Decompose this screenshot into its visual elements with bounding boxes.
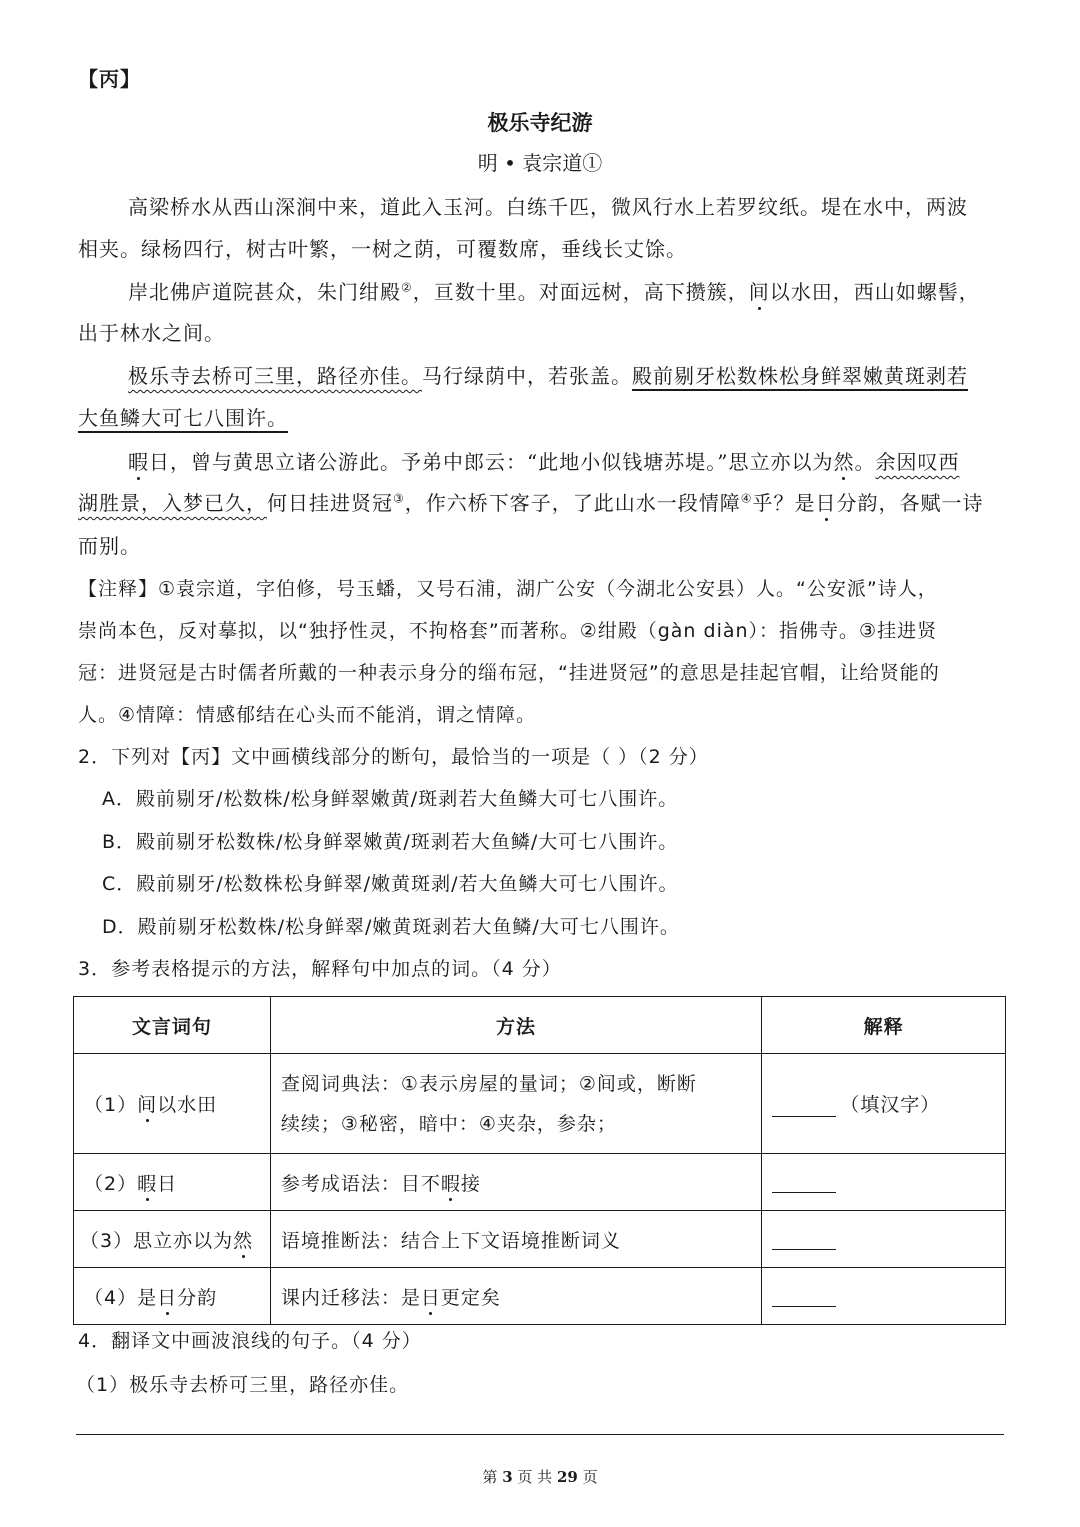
answer-blank[interactable] [772,1174,836,1193]
text-run: ，亘数十里。对面远树，高下攒簇， [412,280,749,304]
text-run: 以水田 [157,1094,218,1116]
q3-stem: 3．参考表格提示的方法，解释句中加点的词。（4 分） [78,958,562,980]
dotted-word: 日 [815,491,837,515]
row2-phrase [74,1154,271,1211]
notes-line4: 人。④情障：情感郁结在心头而不能消，谓之情障。 [78,704,537,726]
passage-p4-line1 [128,447,959,477]
text-run: （3）思立亦以为 [80,1229,234,1252]
text-run: 。 [854,450,876,474]
row4-method [270,1268,761,1325]
table-row [74,1211,1006,1268]
footer-page-number: 3 [502,1468,513,1486]
text-run: 以水田，西山如螺髻， [769,280,980,304]
text-run: 岸北佛庐道院甚众，朱门绀殿 [128,280,401,304]
table-header-row [74,997,1006,1054]
q2-option-a: A．殿前剔牙/松数株/松身鲜翠嫩黄/斑剥若大鱼鳞大可七八围许。 [102,788,679,810]
answer-blank[interactable] [772,1098,836,1117]
header-phrase: 文言词句 [74,997,271,1054]
wavy-sentence: 余因叹西 [875,450,960,474]
dotted-word: 日 [420,1286,441,1309]
row1-phrase [74,1054,271,1154]
row4-answer[interactable] [762,1268,1006,1325]
answer-line[interactable] [76,1434,1004,1435]
passage-p2-line1 [128,277,980,307]
dotted-word: 然 [833,450,855,474]
dotted-word: 暇 [440,1172,461,1195]
text-run: 课内迁移法：是 [280,1286,421,1309]
note-marker: ② [401,280,413,295]
text-run: ，作六桥下客子，了此山水一段情障 [404,491,741,515]
footer-total-pages: 29 [556,1468,578,1486]
author-note-marker: ① [582,151,603,175]
text-run: 分韵 [177,1286,218,1309]
row3-answer[interactable] [762,1211,1006,1268]
passage-p2-line2: 出于林水之间。 [78,321,225,345]
q2-option-c: C．殿前剔牙/松数株松身鲜翠/嫩黄斑剥/若大鱼鳞大可七八围许。 [102,873,679,895]
text-run: 日，曾与黄思立诸公游此。予弟中郎云：“此地小似钱塘苏堤。”思立亦以为 [149,450,834,474]
table-row [74,1268,1006,1325]
answer-blank[interactable] [772,1231,836,1250]
footer-text: 页 共 [512,1468,557,1486]
text-run: 乎？是 [752,491,816,515]
wavy-sentence: 极乐寺去桥可三里，路径亦佳。 [128,364,422,388]
q3-table [73,996,1006,1325]
text-run: 接 [460,1172,481,1195]
text-run: （2） [84,1172,138,1195]
text-run: 更定矣 [440,1286,501,1309]
notes-line1: 【注释】①袁宗道，字伯修，号玉蟠，又号石浦，湖广公安（今湖北公安县）人。“公安派”诗人， [78,578,938,600]
notes-line2: 崇尚本色，反对摹拟，以“独抒性灵，不拘格套”而著称。②绀殿（gàn diàn）：指佛寺。③挂进贤 [78,620,938,642]
row2-method [270,1154,761,1211]
page-footer [0,1466,1080,1487]
underlined-sentence-cont: 大鱼鳞大可七八围许。 [78,406,288,430]
section-label: 【丙】 [78,67,141,91]
dotted-word: 日 [157,1286,178,1309]
header-method: 方法 [270,997,761,1054]
table-row [74,1054,1006,1154]
author-name: 明 • 袁宗道 [477,151,583,175]
footer-text: 第 [482,1468,503,1486]
underlined-sentence: 殿前剔牙松数株松身鲜翠嫩黄斑剥若 [632,364,968,388]
dotted-word: 然 [233,1229,254,1252]
row2-answer[interactable] [762,1154,1006,1211]
passage-p4-line3: 而别。 [78,534,141,558]
row3-phrase [74,1211,271,1268]
row4-phrase [74,1268,271,1325]
passage-p3-line1 [128,361,968,391]
dotted-word: 间 [137,1094,158,1116]
passage-p4-line2 [78,488,984,518]
q2-option-b: B．殿前剔牙松数株/松身鲜翠嫩黄/斑剥若大鱼鳞/大可七八围许。 [102,831,679,853]
text-run: 马行绿荫中，若张盖。 [422,364,632,388]
header-explanation: 解释 [762,997,1006,1054]
notes-line3: 冠：进贤冠是古时儒者所戴的一种表示身分的缁布冠，“挂进贤冠”的意思是挂起官帽，让给贤能的 [78,662,940,684]
text-run: 日 [157,1172,178,1195]
dotted-word: 间 [748,280,770,304]
text-run: （1） [84,1094,138,1116]
text-run: 参考成语法：目不 [280,1172,441,1195]
dotted-word: 暇 [137,1172,158,1195]
wavy-sentence-cont: 湖胜景，入梦已久， [78,491,267,515]
row3-method: 语境推断法：结合上下文语境推断词义 [270,1211,761,1268]
q2-stem: 2．下列对【丙】文中画横线部分的断句，最恰当的一项是（ ）（2 分） [78,746,709,768]
note-marker: ③ [393,491,405,506]
note-marker: ④ [740,491,753,506]
text-run: （4）是 [84,1286,158,1309]
passage-p3-line2 [78,403,288,433]
text-run: 分韵，各赋一诗 [836,491,984,515]
q4-stem: 4．翻译文中画波浪线的句子。（4 分） [78,1330,422,1352]
dotted-word: 暇 [128,450,149,474]
passage-p1-line2: 相夹。绿杨四行，树古叶繁，一树之荫，可覆数席，垂线长丈馀。 [78,237,687,261]
q2-option-d: D．殿前剔牙松数株/松身鲜翠/嫩黄斑剥若大鱼鳞/大可七八围许。 [102,916,680,938]
q4-sub1: （1）极乐寺去桥可三里，路径亦佳。 [76,1374,410,1396]
method-line: 续续；③秘密，暗中：④夹杂，参杂； [280,1112,617,1135]
table-row [74,1154,1006,1211]
passage-p1-line1: 高梁桥水从西山深涧中来，道此入玉河。白练千匹，微风行水上若罗纹纸。堤在水中，两波 [128,195,968,219]
row1-method [270,1054,761,1154]
method-line: 查阅词典法：①表示房屋的量词；②间或，断断 [280,1072,697,1095]
answer-hint: （填汉字） [840,1094,941,1116]
passage-author [0,148,1080,178]
footer-text: 页 [577,1468,598,1486]
answer-blank[interactable] [772,1288,836,1307]
row1-answer[interactable] [762,1054,1006,1154]
text-run: 何日挂进贤冠 [267,491,393,515]
passage-title: 极乐寺纪游 [487,111,593,135]
